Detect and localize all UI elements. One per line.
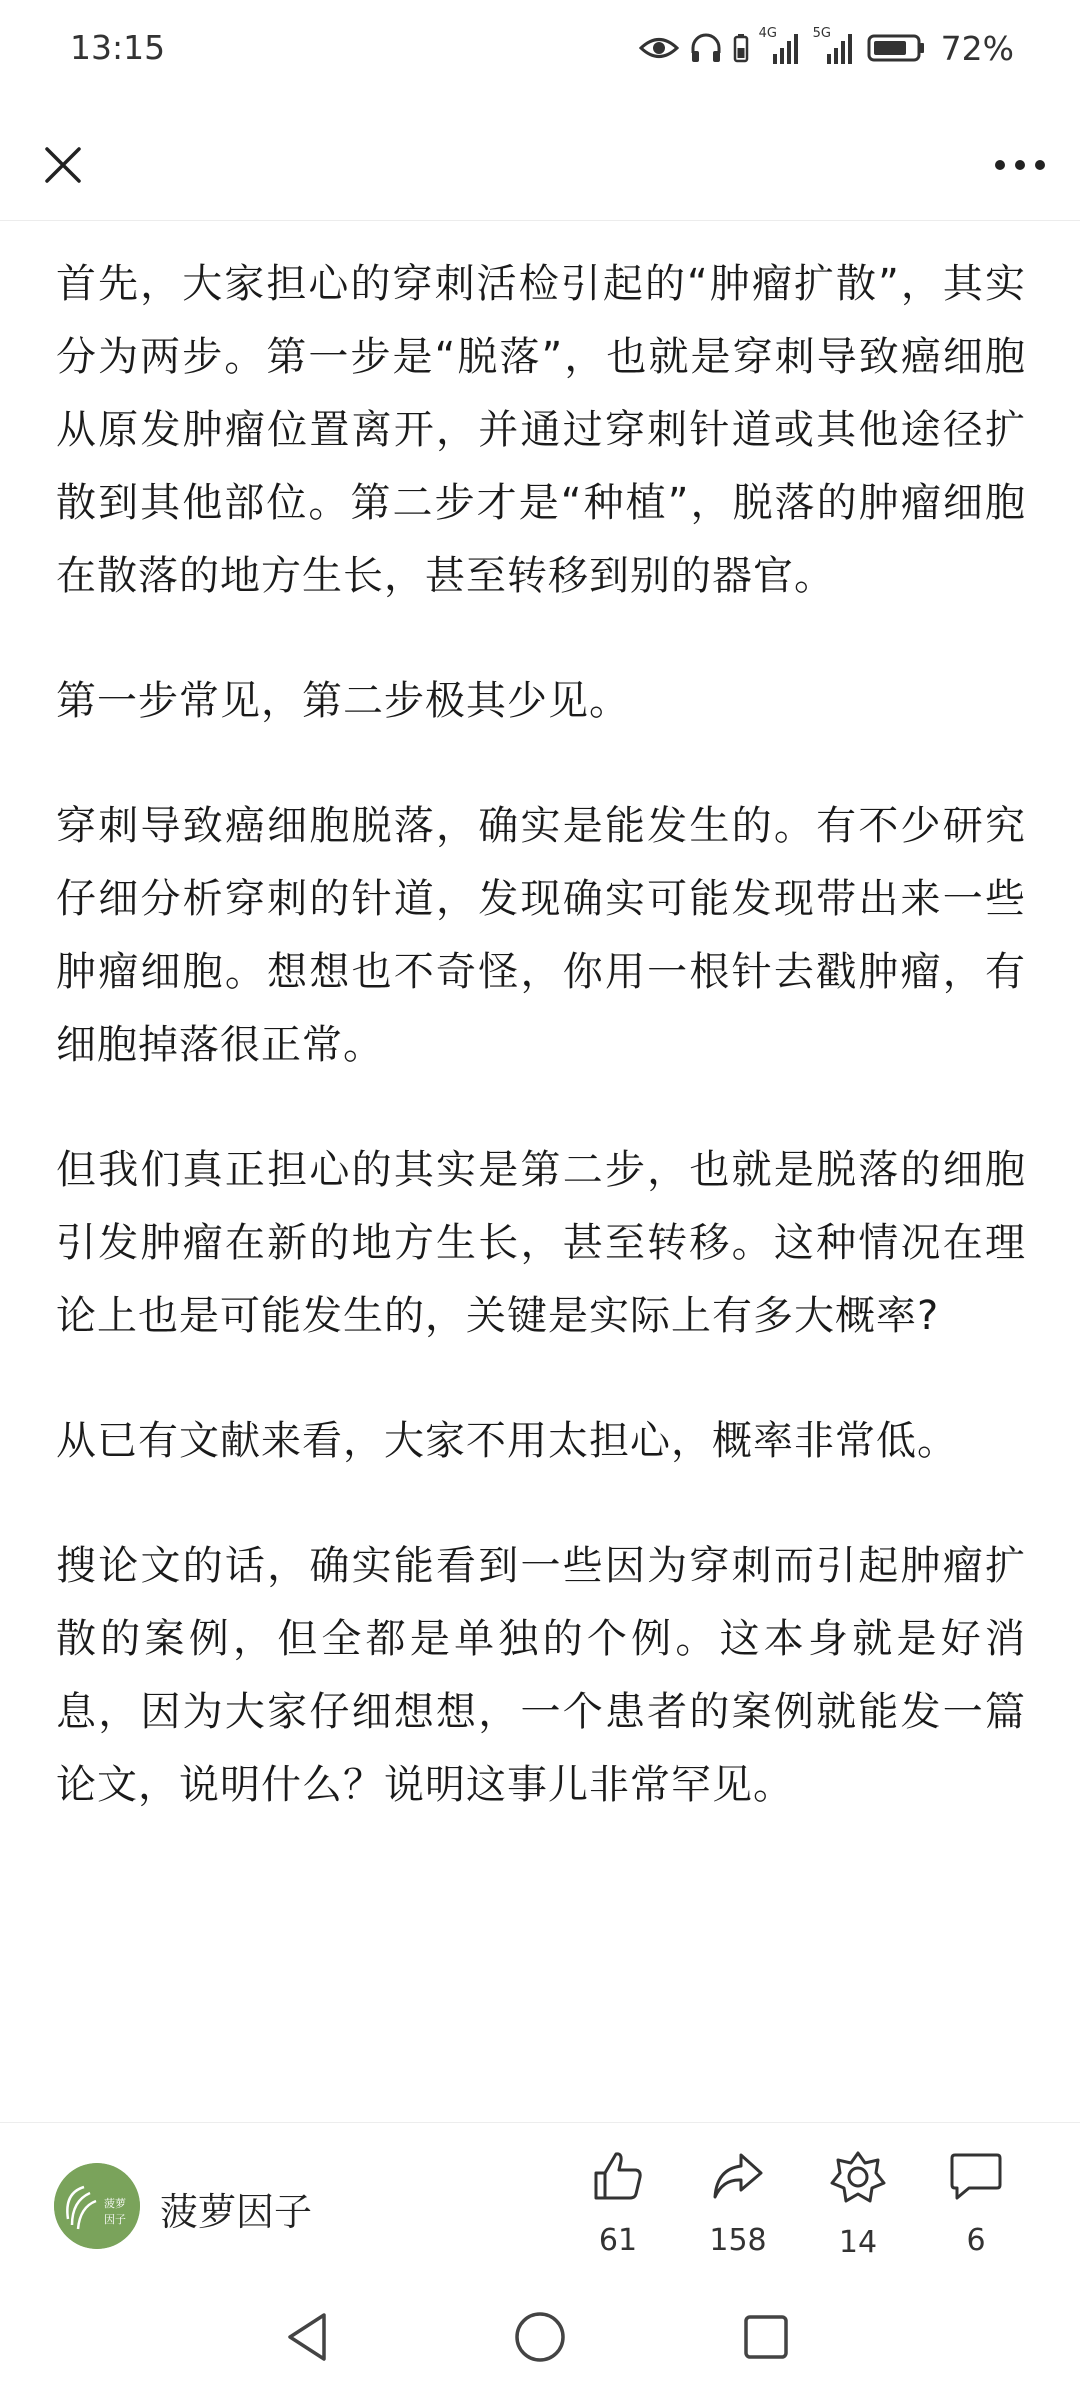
battery-icon — [867, 33, 927, 63]
signal-4g-icon — [758, 26, 803, 66]
home-circle-icon — [513, 2310, 567, 2364]
favorite-count: 14 — [838, 2225, 878, 2260]
article-body — [56, 222, 1026, 2122]
battery-percentage: 72% — [940, 28, 1014, 68]
comment-count: 6 — [966, 2223, 986, 2258]
nav-back-button[interactable] — [268, 2302, 348, 2372]
bottom-action-bar — [0, 2122, 1080, 2273]
share-icon — [711, 2149, 765, 2203]
back-triangle-icon — [284, 2311, 332, 2363]
article-paragraph: 搜论文的话，确实能看到一些因为穿刺而引起肿瘤扩散的案例，但全都是单独的个例。这本身就是好消息，因为大家仔细想想，一个患者的案例就能发一篇论文，说明什么？说明这事儿非常罕见。 — [56, 1543, 1026, 1808]
article-paragraph: 第一步常见，第二步极其少见。 — [56, 678, 630, 724]
comment-icon — [949, 2149, 1003, 2203]
like-count: 61 — [598, 2223, 638, 2258]
recents-square-icon — [742, 2313, 790, 2361]
author-avatar[interactable] — [54, 2163, 140, 2249]
status-bar — [0, 0, 1080, 100]
headphones-icon — [689, 31, 723, 65]
more-button[interactable] — [980, 130, 1060, 200]
article-paragraph: 首先，大家担心的穿刺活检引起的“肿瘤扩散”，其实分为两步。第一步是“脱落”，也就是穿刺导致癌细胞从原发肿瘤位置离开，并通过穿刺针道或其他途径扩散到其他部位。第二步才是“种植”，脱落的肿瘤细胞在散落的地方生长，甚至转移到别的器官。 — [56, 261, 1026, 599]
close-icon — [43, 145, 83, 185]
top-toolbar — [0, 110, 1080, 221]
close-button[interactable] — [28, 130, 98, 200]
status-icons — [639, 26, 1014, 70]
like-button[interactable] — [568, 2149, 668, 2269]
nav-recents-button[interactable] — [726, 2302, 806, 2372]
avatar-text: 因子 — [104, 2213, 126, 2226]
star-icon — [830, 2149, 886, 2205]
share-count: 158 — [709, 2223, 767, 2258]
battery-small-icon — [733, 33, 749, 63]
share-button[interactable] — [688, 2149, 788, 2269]
article-paragraph: 穿刺导致癌细胞脱落，确实是能发生的。有不少研究仔细分析穿刺的针道，发现确实可能发现带出来一些肿瘤细胞。想想也不奇怪，你用一根针去戳肿瘤，有细胞掉落很正常。 — [56, 803, 1026, 1068]
status-time: 13:15 — [70, 28, 166, 67]
system-nav-bar — [0, 2272, 1080, 2400]
article-paragraph: 从已有文献来看，大家不用太担心，概率非常低。 — [56, 1418, 958, 1464]
more-icon — [994, 159, 1046, 171]
author-name[interactable]: 菠萝因子 — [160, 2190, 313, 2234]
nav-home-button[interactable] — [500, 2302, 580, 2372]
network-type-label: 5G — [812, 26, 831, 41]
favorite-button[interactable] — [808, 2149, 908, 2269]
eye-icon — [639, 33, 679, 63]
thumbs-up-icon — [591, 2149, 645, 2203]
comment-button[interactable] — [926, 2149, 1026, 2269]
avatar-text: 菠萝 — [104, 2197, 126, 2210]
network-type-label: 4G — [758, 26, 777, 41]
article-paragraph: 但我们真正担心的其实是第二步，也就是脱落的细胞引发肿瘤在新的地方生长，甚至转移。这种情况在理论上也是可能发生的，关键是实际上有多大概率? — [56, 1147, 1026, 1339]
signal-5g-icon — [812, 26, 857, 66]
pineapple-logo-icon — [54, 2163, 140, 2249]
